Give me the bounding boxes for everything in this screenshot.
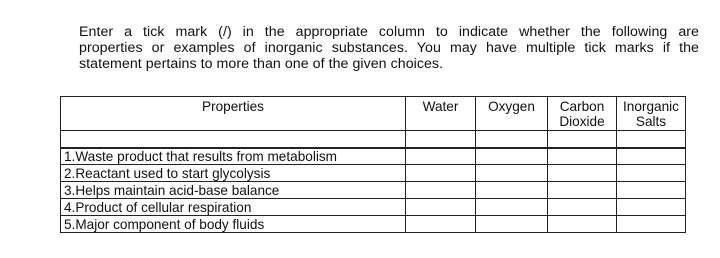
- instructions-paragraph: [79, 24, 699, 72]
- spacer-cell: [406, 131, 476, 148]
- header-carbon-dioxide-line1: Carbon: [559, 99, 605, 114]
- water-tick-cell[interactable]: [406, 182, 476, 199]
- water-tick-cell[interactable]: [406, 148, 476, 165]
- oxygen-tick-cell[interactable]: [476, 148, 548, 165]
- instructions-line-1: Enter a tick mark (/) in the appropriate column to indicate whether the following are: [79, 24, 699, 40]
- spacer-cell: [61, 131, 406, 148]
- inorganic-salts-tick-cell[interactable]: [617, 216, 686, 233]
- inorganic-salts-tick-cell[interactable]: [617, 148, 686, 165]
- table-row: [61, 182, 686, 199]
- header-water: Water: [406, 97, 476, 131]
- carbon-dioxide-tick-cell[interactable]: [548, 182, 617, 199]
- property-cell: 5.Major component of body fluids: [61, 216, 406, 233]
- water-tick-cell[interactable]: [406, 165, 476, 182]
- oxygen-tick-cell[interactable]: [476, 199, 548, 216]
- property-cell: 2.Reactant used to start glycolysis: [61, 165, 406, 182]
- header-inorganic-salts-line2: Salts: [635, 114, 667, 129]
- header-inorganic-salts: [617, 97, 686, 131]
- inorganic-salts-tick-cell[interactable]: [617, 182, 686, 199]
- instructions-line-2: properties or examples of inorganic substances. You may have multiple tick marks if the: [79, 40, 699, 56]
- instructions-line-3: statement pertains to more than one of the given choices.: [79, 56, 444, 72]
- inorganic-salts-tick-cell[interactable]: [617, 199, 686, 216]
- carbon-dioxide-tick-cell[interactable]: [548, 148, 617, 165]
- table-spacer-row: [61, 131, 686, 148]
- table-row: [61, 216, 686, 233]
- carbon-dioxide-tick-cell[interactable]: [548, 165, 617, 182]
- header-properties: Properties: [61, 97, 406, 131]
- property-cell: 3.Helps maintain acid-base balance: [61, 182, 406, 199]
- carbon-dioxide-tick-cell[interactable]: [548, 199, 617, 216]
- table-header-row: [61, 97, 686, 131]
- property-cell: 1.Waste product that results from metabolism: [61, 148, 406, 165]
- header-carbon-dioxide: [548, 97, 617, 131]
- spacer-cell: [617, 131, 686, 148]
- table-row: [61, 199, 686, 216]
- properties-table: [60, 96, 686, 233]
- water-tick-cell[interactable]: [406, 216, 476, 233]
- table-row: [61, 148, 686, 165]
- oxygen-tick-cell[interactable]: [476, 165, 548, 182]
- spacer-cell: [476, 131, 548, 148]
- header-carbon-dioxide-line2: Dioxide: [559, 114, 605, 129]
- table-row: [61, 165, 686, 182]
- oxygen-tick-cell[interactable]: [476, 182, 548, 199]
- carbon-dioxide-tick-cell[interactable]: [548, 216, 617, 233]
- water-tick-cell[interactable]: [406, 199, 476, 216]
- header-oxygen: Oxygen: [476, 97, 548, 131]
- header-inorganic-salts-line1: Inorganic: [623, 99, 679, 114]
- property-cell: 4.Product of cellular respiration: [61, 199, 406, 216]
- spacer-cell: [548, 131, 617, 148]
- inorganic-salts-tick-cell[interactable]: [617, 165, 686, 182]
- oxygen-tick-cell[interactable]: [476, 216, 548, 233]
